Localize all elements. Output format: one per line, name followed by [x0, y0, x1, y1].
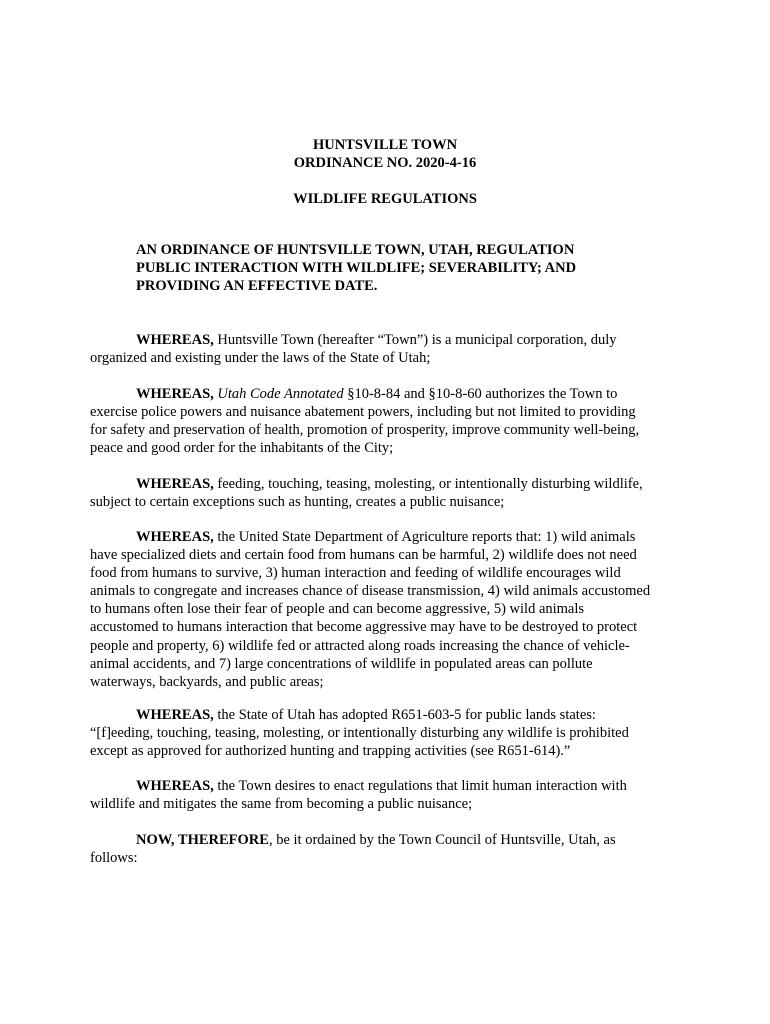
ordinance-subject: WILDLIFE REGULATIONS	[293, 191, 477, 207]
whereas-paragraph-2	[90, 385, 680, 457]
paragraph-line: to humans often lose their fear of people and can become aggressive, 5) wild animals	[90, 601, 585, 618]
paragraph-text: the Town desires to enact regulations that limit human interaction with	[213, 778, 627, 794]
town-heading: HUNTSVILLE TOWN	[312, 137, 458, 153]
whereas-paragraph-4	[90, 528, 680, 691]
paragraph-line: waterways, backyards, and public areas;	[90, 673, 324, 690]
enacting-clause	[90, 831, 680, 867]
paragraph-line: peace and good order for the inhabitants of the City;	[90, 440, 394, 457]
whereas-keyword: WHEREAS,	[136, 778, 214, 794]
whereas-paragraph-5	[90, 706, 680, 760]
paragraph-line: accustomed to humans interaction that become aggressive may have to be destroyed to protect	[90, 619, 638, 636]
whereas-keyword: WHEREAS,	[136, 386, 214, 402]
title-line: PUBLIC INTERACTION WITH WILDLIFE; SEVERABILITY; AND	[136, 260, 577, 276]
paragraph-line: exercise police powers and nuisance abatement powers, including but not limited to providing	[90, 404, 636, 421]
paragraph-line: subject to certain exceptions such as hunting, creates a public nuisance;	[90, 494, 505, 511]
paragraph-line: except as approved for authorized hunting and trapping activities (see R651-614).”	[90, 743, 571, 760]
paragraph-text: , be it ordained by the Town Council of Huntsville, Utah, as	[268, 832, 616, 848]
whereas-paragraph-6	[90, 777, 680, 813]
whereas-keyword: WHEREAS,	[136, 707, 214, 723]
ordinance-title	[136, 241, 656, 295]
paragraph-line: “[f]eeding, touching, teasing, molesting, or intentionally disturbing any wildlife is prohibited	[90, 725, 629, 742]
whereas-paragraph-1	[90, 331, 680, 367]
whereas-paragraph-3	[90, 475, 680, 511]
paragraph-text: §10-8-84 and §10-8-60 authorizes the Town to	[343, 386, 618, 402]
code-citation: Utah Code Annotated	[213, 386, 344, 402]
paragraph-line: organized and existing under the laws of the State of Utah;	[90, 350, 431, 367]
paragraph-text: the United State Department of Agriculture reports that: 1) wild animals	[213, 529, 636, 545]
title-line: PROVIDING AN EFFECTIVE DATE.	[136, 278, 378, 294]
paragraph-line: for safety and preservation of health, promotion of prosperity, improve community well-being,	[90, 422, 640, 439]
ordinance-number: ORDINANCE NO. 2020-4-16	[293, 155, 477, 171]
paragraph-text: the State of Utah has adopted R651-603-5 for public lands states:	[213, 707, 596, 723]
paragraph-line: follows:	[90, 850, 138, 867]
whereas-keyword: WHEREAS,	[136, 476, 214, 492]
now-therefore-keyword: NOW, THEREFORE	[136, 832, 269, 848]
paragraph-line: people and property, 6) wildlife fed or attracted along roads increasing the chance of vehicle-	[90, 637, 630, 654]
paragraph-line: food from humans to survive, 3) human interaction and feeding of wildlife encourages wild	[90, 565, 621, 582]
title-line: AN ORDINANCE OF HUNTSVILLE TOWN, UTAH, REGULATION	[136, 242, 575, 258]
paragraph-line: animals to congregate and increases chance of disease transmission, 4) wild animals accustomed	[90, 583, 651, 600]
whereas-keyword: WHEREAS,	[136, 332, 214, 348]
paragraph-line: have specialized diets and certain food from humans can be harmful, 2) wildlife does not need	[90, 547, 637, 564]
paragraph-line: animal accidents, and 7) large concentrations of wildlife in populated areas can pollute	[90, 655, 593, 672]
paragraph-text: feeding, touching, teasing, molesting, or intentionally disturbing wildlife,	[213, 476, 643, 492]
whereas-keyword: WHEREAS,	[136, 529, 214, 545]
paragraph-line: wildlife and mitigates the same from becoming a public nuisance;	[90, 796, 473, 813]
paragraph-text: Huntsville Town (hereafter “Town”) is a municipal corporation, duly	[213, 332, 617, 348]
